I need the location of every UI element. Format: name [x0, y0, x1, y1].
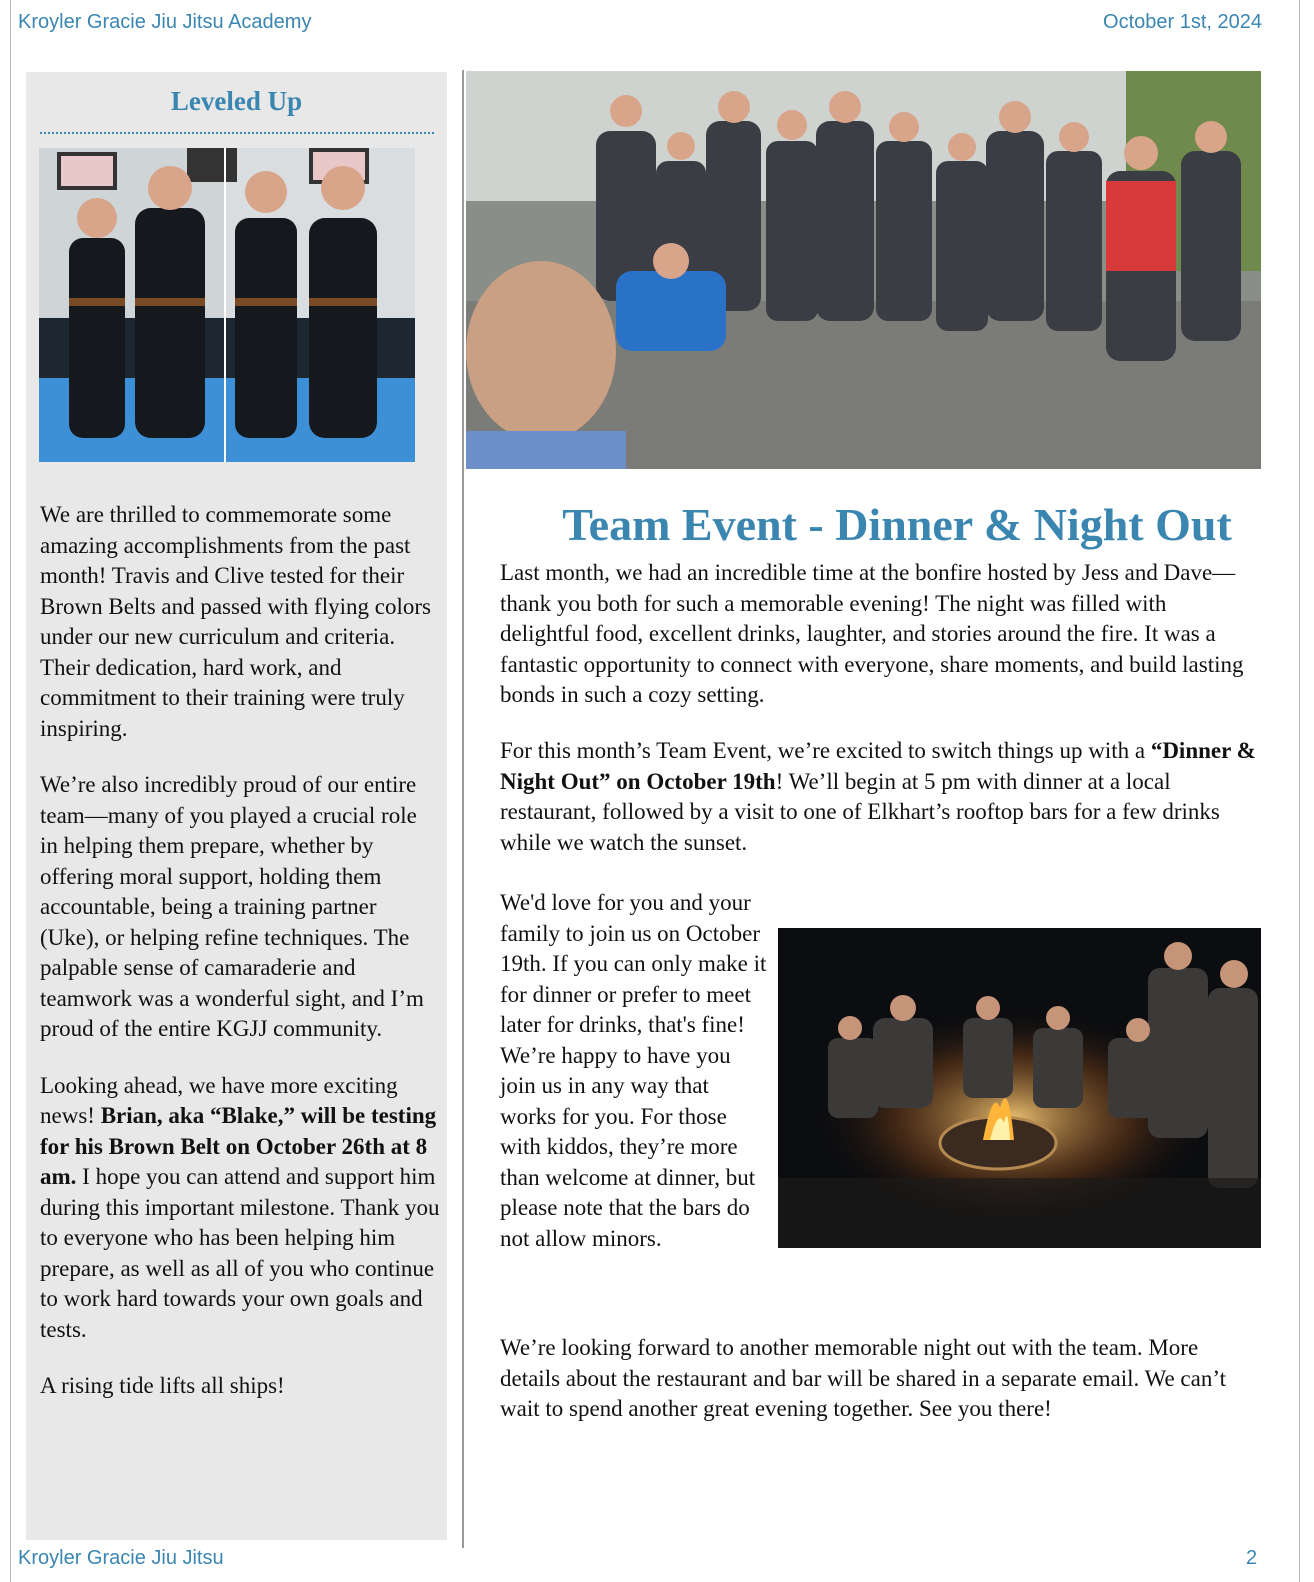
main-paragraph-3: We'd love for you and your family to join us on October 19th. If you can only make it for dinner or prefer to meet later for drinks, that's fine! We’re happy to have you join us in any way that works for you. For those with kiddos, they’re more than welcome at dinner, but please note that the bars do not allow minors.: [500, 890, 767, 1251]
sidebar-article: [40, 500, 440, 1428]
page-number: 2: [1246, 1547, 1258, 1569]
sidebar-paragraph-4: A rising tide lifts all ships!: [40, 1373, 285, 1398]
belt-promotion-photo: [39, 148, 415, 462]
header-org: Kroyler Gracie Jiu Jitsu Academy: [18, 11, 312, 33]
group-selfie-photo: [466, 71, 1261, 469]
sidebar-p3-rest: I hope you can attend and support him during this important milestone. Thank you to everyone who has been helping him prepare, as well as all of you who continue to work hard towards your own goals and tests.: [40, 1164, 440, 1342]
main-paragraph-4: We’re looking forward to another memorable night out with the team. More details about the restaurant and bar will be shared in a separate email. We can’t wait to spend another great evening together. See you there!: [500, 1335, 1226, 1421]
main-p2-bold: “Dinner & Night Out” on October 19th: [500, 738, 1256, 794]
sidebar-title: Leveled Up: [170, 86, 303, 116]
column-divider: [462, 70, 464, 1548]
main-paragraph-2: [500, 736, 1260, 858]
dotted-divider: [40, 132, 434, 134]
sidebar-paragraph-3: [40, 1071, 440, 1346]
sidebar-p3-bold: Brian, aka “Blake,” will be testing for his Brown Belt on October 26th at 8 am.: [40, 1103, 437, 1189]
page-border-right: [1299, 0, 1300, 1582]
footer-org: Kroyler Gracie Jiu Jitsu: [18, 1547, 224, 1569]
header-date: October 1st, 2024: [1103, 11, 1262, 33]
main-article-title: Team Event - Dinner & Night Out: [562, 499, 1232, 550]
main-p2-lead: For this month’s Team Event, we’re excited to switch things up with a: [500, 738, 1151, 763]
main-paragraph-1: Last month, we had an incredible time at the bonfire hosted by Jess and Dave—thank you both for such a memorable evening! The night was filled with delightful food, excellent drinks, laughter, and stories around the fire. It was a fantastic opportunity to connect with everyone, share moments, and build lasting bonds in such a cozy setting.: [500, 560, 1244, 707]
bonfire-photo: [778, 928, 1261, 1248]
sidebar-paragraph-1: We are thrilled to commemorate some amazing accomplishments from the past month! Travis and Clive tested for their Brown Belts and passed with flying colors under our new curriculum and criteria. Their dedication, hard work, and commitment to their training were truly inspiring.: [40, 502, 431, 741]
sidebar-p3-lead: Looking ahead, we have more exciting news!: [40, 1072, 398, 1128]
main-p2-rest: ! We’ll begin at 5 pm with dinner at a local restaurant, followed by a visit to one of Elkhart’s rooftop bars for a few drinks while we watch the sunset.: [500, 768, 1220, 855]
page-border-left: [10, 0, 11, 1582]
sidebar-paragraph-2: We’re also incredibly proud of our entire team—many of you played a crucial role in helping them prepare, whether by offering moral support, holding them accountable, being a training partner (Uke), or helping refine techniques. The palpable sense of camaraderie and teamwork was a wonderful sight, and I’m proud of the entire KGJJ community.: [40, 772, 424, 1041]
